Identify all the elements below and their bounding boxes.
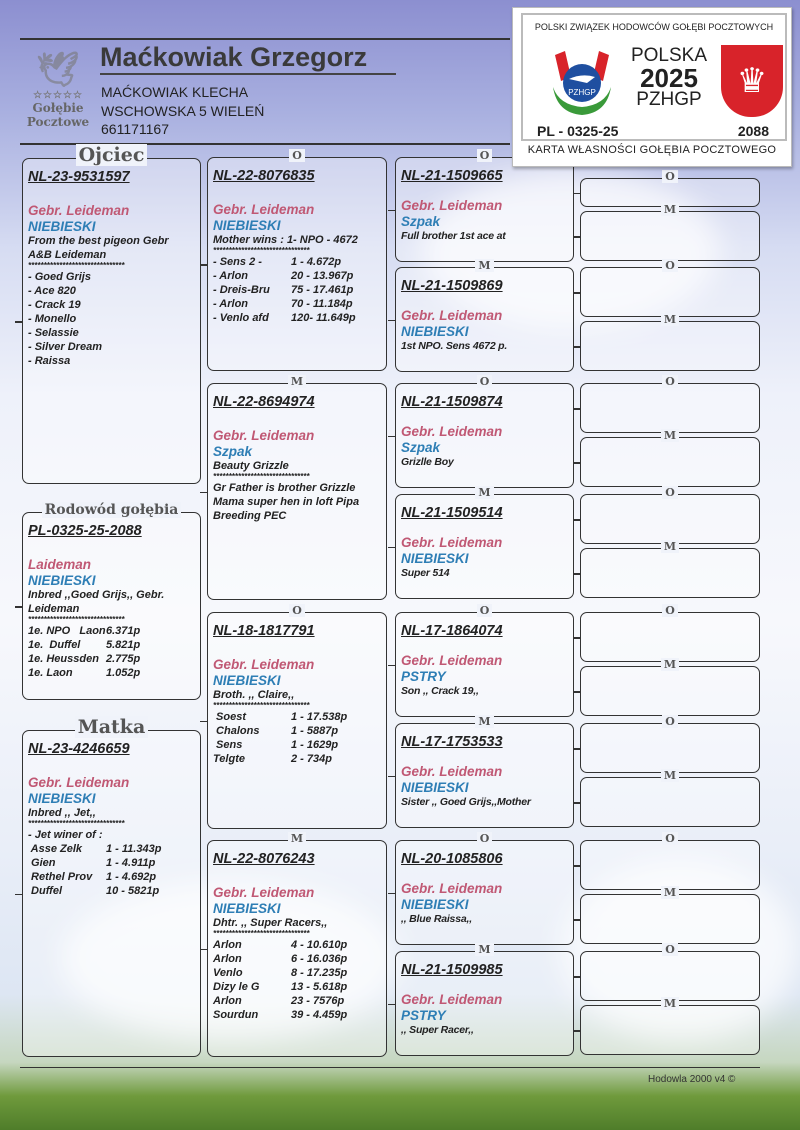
connector-line [573,346,580,348]
parent-label-text: M [475,715,493,728]
software-credit: Hodowla 2000 v4 © [648,1074,736,1085]
race-name: Asse Zelk [28,843,83,855]
parent-label-text: O [477,604,493,617]
card-organization: POLSKI ZWIĄZEK HODOWCÓW GOŁĘBI POCZTOWYCH [534,22,774,32]
ring-number: NL-17-1864074 [401,623,503,639]
race-result: 4 - 10.610p [291,939,348,951]
parent-label [581,769,759,783]
race-result: 1 - 11.343p [106,843,162,855]
race-result: 120- 11.649p [291,312,356,324]
pedigree-box [395,486,574,599]
note-line: From the best pigeon Gebr A&B Leideman [28,235,169,261]
ring-number: NL-17-1753533 [401,734,503,750]
pedigree-box [580,313,760,371]
note-line: - Selassie [28,327,79,339]
pedigree-box [22,716,201,1057]
logo-stars: ☆☆☆☆☆ [33,90,83,101]
parent-label [396,375,573,389]
race-result: 75 - 17.461p [291,284,354,296]
note-line: Gr Father is brother Grizzle Mama super hen in loft Pipa Breeding PEC [213,482,360,522]
pedigree-box [580,715,760,773]
result-row [28,884,195,898]
parent-label-text: Ojciec [76,144,148,166]
parent-label [581,832,759,846]
result-row [213,710,381,724]
result-row [28,624,195,638]
parent-label-text: M [661,203,679,216]
note-line: Inbred ,,Goed Grijs,, Gebr. Leideman [28,589,165,615]
note-line: - Raissa [28,355,71,367]
pigeon-head-icon: 🕊 [36,50,80,90]
parent-label-text: Rodowód gołębia [42,502,182,518]
note-line: ******************************* [28,820,125,828]
result-row [28,870,195,884]
note-line: - Goed Grijs [28,271,91,283]
parent-label [23,716,200,738]
emblem-text: PZHGP [568,88,596,97]
card-center [627,45,711,111]
connector-line [388,210,395,212]
note-line: Beauty Grizzle [213,460,289,472]
connector-line [388,665,395,667]
pigeon-color: Szpak [213,444,253,459]
note-line: Grizlle Boy [401,456,454,468]
note-line: ,, Super Racer,, [401,1024,474,1036]
result-row [213,269,381,283]
parent-label [581,259,759,273]
note-line: - Monello [28,313,77,325]
race-result: 10 - 5821p [106,885,160,897]
pedigree-box [580,832,760,890]
parent-label-text: Matka [75,716,149,738]
pedigree-box [580,540,760,598]
pedigree-box [207,375,387,600]
ring-number: NL-22-8076835 [213,168,315,184]
parent-label [581,486,759,500]
parent-label-text: M [288,375,306,388]
connector-line [388,320,395,322]
parent-label [396,943,573,957]
pedigree-box [207,832,387,1057]
race-result: 23 - 7576p [291,995,345,1007]
pigeon-color: NIEBIESKI [28,573,96,588]
result-row [213,994,381,1008]
race-name: Arlon [213,953,242,965]
parent-label-text: O [477,832,493,845]
connector-line [388,1004,395,1006]
pedigree-box [395,259,574,372]
ring-number: NL-21-1509985 [401,962,503,978]
race-name: Gien [28,857,56,869]
connector-line [200,721,207,723]
pzhgp-emblem-icon [547,47,617,117]
note-line: Dhtr. ,, Super Racers,, [213,917,328,929]
pigeon-color: NIEBIESKI [28,219,96,234]
note-line: Broth. ,, Claire,, [213,689,295,701]
ring-number: PL-0325-25-2088 [28,523,142,539]
phone-number: 661171167 [101,121,169,137]
note-line: Full brother 1st ace at [401,230,506,242]
parent-label [581,375,759,389]
race-result: 13 - 5.618p [291,981,348,993]
pigeon-color: NIEBIESKI [401,551,469,566]
parent-label-text: O [662,832,678,845]
pigeon-color: NIEBIESKI [213,901,281,916]
footer-rule [20,1067,760,1068]
parent-label-text: O [289,604,305,617]
parent-label-text: O [662,943,678,956]
pedigree-box [395,604,574,717]
breeder-name: Gebr. Leideman [28,203,130,218]
parent-label-text: O [662,715,678,728]
note-line: Super 514 [401,567,450,579]
breeder-name: Gebr. Leideman [401,881,503,896]
result-row [213,980,381,994]
race-result: 6.371p [106,625,141,637]
parent-label [208,604,386,618]
note-line: ,, Blue Raissa,, [401,913,472,925]
race-name: Rethel Prov [28,871,93,883]
pigeon-color: PSTRY [401,669,446,684]
connector-line [15,894,22,896]
connector-line [573,462,580,464]
result-row [213,952,381,966]
connector-line [573,292,580,294]
parent-label-text: O [477,149,493,162]
note-line: 1st NPO. Sens 4672 p. [401,340,508,352]
race-name: - Sens 2 - [213,256,262,268]
pedigree-box [395,715,574,828]
race-result: 2.775p [106,653,141,665]
parent-label-text: O [662,375,678,388]
breeder-name: Gebr. Leideman [213,202,315,217]
parent-label [396,832,573,846]
race-result: 1.052p [106,667,141,679]
breeder-name: Gebr. Leideman [401,764,503,779]
result-row [28,842,195,856]
parent-label [396,715,573,729]
connector-line [573,637,580,639]
parent-label-text: O [662,259,678,272]
ring-number: NL-20-1085806 [401,851,503,867]
note-line: Mother wins : 1- NPO - 4672 [213,234,358,246]
parent-label-text: M [661,540,679,553]
race-name: Arlon [213,995,242,1007]
pedigree-box [580,259,760,317]
breeder-name: Maćkowiak Grzegorz [100,42,396,75]
parent-label [581,429,759,443]
parent-label-text: M [288,832,306,845]
parent-label-text: M [661,313,679,326]
breeder-name: Gebr. Leideman [401,198,503,213]
pigeon-color: NIEBIESKI [213,673,281,688]
result-row [213,311,381,325]
parent-label-text: M [661,886,679,899]
connector-line [15,321,22,323]
pedigree-box [580,486,760,544]
connector-line [573,573,580,575]
connector-line [573,865,580,867]
parent-label [581,997,759,1011]
result-row [213,938,381,952]
note-line: Sister ,, Goed Grijs,,Mother [401,796,531,808]
parent-label [208,375,386,389]
connector-line [573,802,580,804]
note-line: ******************************* [213,473,310,481]
race-result: 20 - 13.967p [291,270,354,282]
card-ring: PL - 0325-25 [537,123,619,139]
logo-text-2: Pocztowe [26,115,90,129]
parent-label [581,203,759,217]
pedigree-box [207,604,387,829]
connector-line [573,748,580,750]
pedigree-box [580,203,760,261]
race-name: Chalons [213,725,260,737]
race-name: Sourdun [213,1009,259,1021]
parent-label-text: O [662,604,678,617]
parent-label [581,604,759,618]
connector-line [388,547,395,549]
pigeon-color: PSTRY [401,1008,446,1023]
connector-line [200,949,207,951]
parent-label-text: O [662,170,678,183]
pedigree-box [395,943,574,1056]
race-name: 1e. NPO Laon [28,625,106,637]
parent-label [581,658,759,672]
pedigree-box [580,429,760,487]
race-name: - Dreis-Bru [213,284,270,296]
card-year: 2025 [640,63,698,93]
breeder-name: Gebr. Leideman [213,657,315,672]
pigeon-color: NIEBIESKI [28,791,96,806]
race-result: 1 - 17.538p [291,711,348,723]
race-name: Dizy le G [213,981,260,993]
connector-line [573,976,580,978]
pedigree-box [22,502,201,700]
parent-label [581,715,759,729]
parent-label [581,170,759,184]
race-name: 1e. Duffel [28,639,81,651]
pedigree-box [395,375,574,488]
ring-number: NL-21-1509874 [401,394,503,410]
race-result: 1 - 1629p [291,739,339,751]
parent-label-text: O [477,375,493,388]
race-result: 5.821p [106,639,141,651]
pedigree-box [580,769,760,827]
parent-label-text: M [475,259,493,272]
result-row [213,724,381,738]
race-name: 1e. Heussden [28,653,99,665]
note-line: ******************************* [213,930,310,938]
result-row [28,638,195,652]
pedigree-box [22,144,201,484]
race-result: 1 - 4.672p [291,256,342,268]
pigeon-color: Szpak [401,440,441,455]
result-row [213,297,381,311]
connector-line [573,519,580,521]
note-line: Son ,, Crack 19,, [401,685,479,697]
breeder-name: Gebr. Leideman [401,424,503,439]
parent-label [581,313,759,327]
race-result: 8 - 17.235p [291,967,348,979]
result-row [213,752,381,766]
card-union: PZHGP [636,89,702,110]
race-result: 1 - 4.692p [106,871,157,883]
parent-label [23,144,200,166]
connector-line [573,236,580,238]
ownership-card [512,7,792,167]
connector-line [573,408,580,410]
parent-label-text: M [661,997,679,1010]
breeder-name: Gebr. Leideman [401,653,503,668]
connector-line [200,492,207,494]
pigeon-color: NIEBIESKI [401,780,469,795]
result-row [213,255,381,269]
result-row [28,856,195,870]
parent-label [23,503,200,517]
pedigree-box [580,943,760,1001]
parent-label [396,486,573,500]
note-line: ******************************* [213,702,310,710]
pedigree-box [580,375,760,433]
result-row [213,283,381,297]
address-line-2: WSCHOWSKA 5 WIELEŃ [101,103,265,119]
parent-label [396,259,573,273]
race-result: 1 - 5887p [291,725,339,737]
race-name: - Arlon [213,270,249,282]
pedigree-box [580,997,760,1055]
race-name: Sens [213,739,243,751]
parent-label-text: M [475,943,493,956]
result-row [28,666,195,680]
parent-label [581,540,759,554]
club-logo [18,50,98,129]
parent-label [208,149,386,163]
note-line: ******************************* [28,262,125,270]
ring-number: NL-21-1509514 [401,505,503,521]
connector-line [200,264,207,266]
parent-label-text: M [661,658,679,671]
note-line: - Jet winer of : [28,829,103,841]
note-line: - Crack 19 [28,299,81,311]
race-name: Venlo [213,967,243,979]
result-row [213,1008,381,1022]
pedigree-box [207,149,387,371]
breeder-name: Gebr. Leideman [28,775,130,790]
race-result: 6 - 16.036p [291,953,348,965]
result-row [28,652,195,666]
note-line: Inbred ,, Jet,, [28,807,96,819]
race-result: 39 - 4.459p [291,1009,348,1021]
pedigree-box [395,149,574,262]
race-name: 1e. Laon [28,667,73,679]
polish-eagle-icon: ♛ [721,45,783,117]
connector-line [573,691,580,693]
race-result: 1 - 4.911p [106,857,156,869]
note-line: ******************************* [213,247,310,255]
pigeon-color: NIEBIESKI [401,324,469,339]
parent-label-text: M [661,769,679,782]
race-name: Soest [213,711,247,723]
race-name: Duffel [28,885,63,897]
card-footer: KARTA WŁASNOŚCI GOŁĘBIA POCZTOWEGO [527,144,777,156]
ring-number: NL-18-1817791 [213,623,315,639]
result-row [213,966,381,980]
breeder-name: Gebr. Leideman [401,535,503,550]
pigeon-color: Szpak [401,214,441,229]
parent-label-text: M [475,486,493,499]
parent-label-text: O [289,149,305,162]
breeder-name: Gebr. Leideman [401,308,503,323]
parent-label-text: O [662,486,678,499]
parent-label [208,832,386,846]
breeder-name: Gebr. Leideman [213,885,315,900]
address-line-1: MAĆKOWIAK KLECHA [101,84,249,100]
ring-number: NL-22-8694974 [213,394,315,410]
ring-number: NL-21-1509665 [401,168,503,184]
connector-line [388,893,395,895]
card-number: 2088 [737,123,769,139]
pedigree-box [580,886,760,944]
pigeon-color: NIEBIESKI [401,897,469,912]
ring-number: NL-23-4246659 [28,741,130,757]
race-result: 70 - 11.184p [291,298,353,310]
pedigree-box [580,604,760,662]
logo-text-1: Gołębie [32,101,84,115]
breeder-name: Gebr. Leideman [213,428,315,443]
parent-label [396,604,573,618]
ring-number: NL-23-9531597 [28,169,130,185]
ring-number: NL-21-1509869 [401,278,503,294]
race-name: Telgte [213,753,245,765]
connector-line [573,1030,580,1032]
parent-label [581,943,759,957]
connector-line [388,436,395,438]
card-frame [521,13,787,141]
race-name: - Arlon [213,298,249,310]
pedigree-box [395,832,574,945]
parent-label-text: M [661,429,679,442]
card-country: POLSKA [630,45,708,66]
race-name: Arlon [213,939,242,951]
connector-line [573,919,580,921]
connector-line [573,193,580,195]
pigeon-color: NIEBIESKI [213,218,281,233]
pedigree-box [580,658,760,716]
header-top-rule [20,38,510,40]
note-line: ******************************* [28,616,125,624]
ring-number: NL-22-8076243 [213,851,315,867]
connector-line [15,606,22,608]
connector-line [388,776,395,778]
breeder-name: Laideman [28,557,92,572]
note-line: - Silver Dream [28,341,102,353]
parent-label [581,886,759,900]
note-line: - Ace 820 [28,285,76,297]
race-result: 2 - 734p [291,753,332,765]
breeder-name: Gebr. Leideman [401,992,503,1007]
result-row [213,738,381,752]
race-name: - Venlo afd [213,312,269,324]
